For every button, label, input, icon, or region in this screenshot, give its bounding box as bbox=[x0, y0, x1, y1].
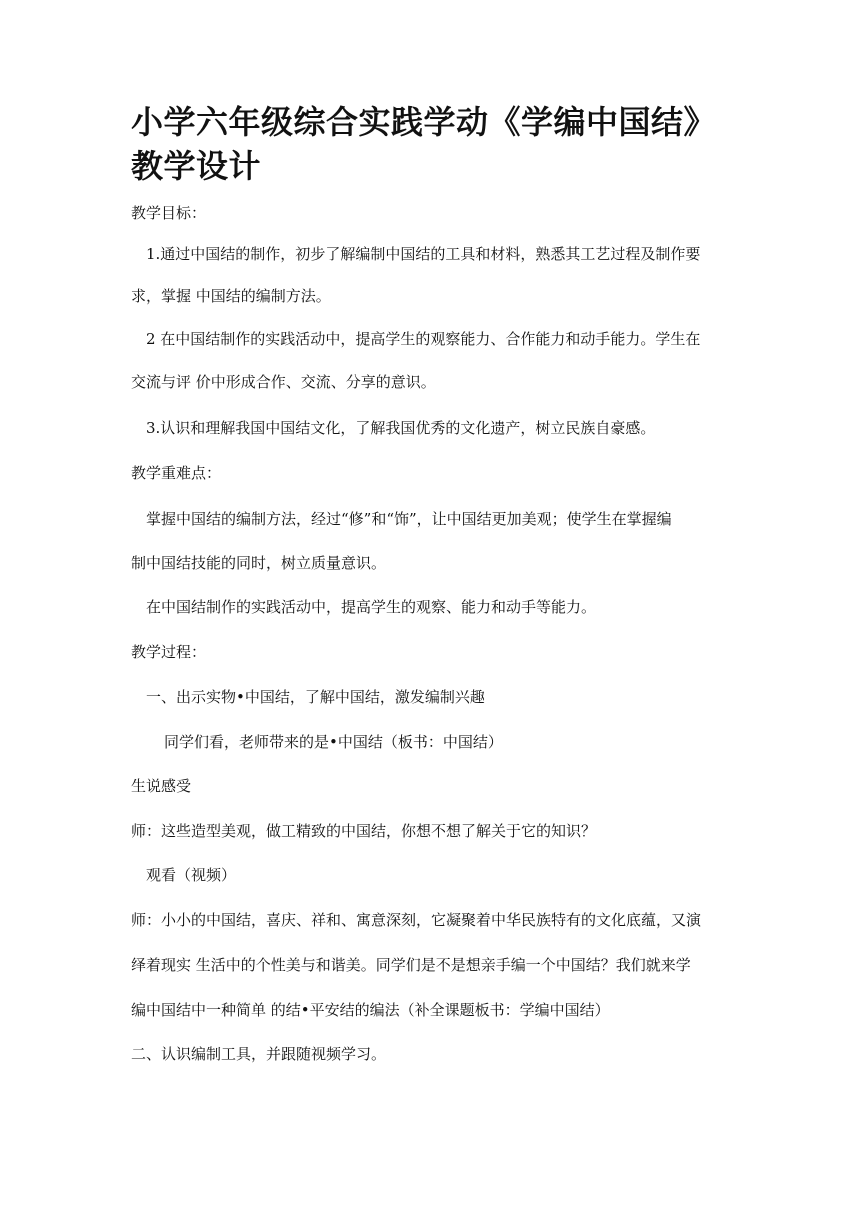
paragraph-line: 掌握中国结的编制方法，经过“修”和“饰”，让中国结更加美观；使学生在掌握编 bbox=[146, 510, 672, 528]
paragraph-line: 求，掌握 中国结的编制方法。 bbox=[131, 287, 331, 305]
paragraph-line: 绎着现实 生活中的个性美与和谐美。同学们是不是想亲手编一个中国结？我们就来学 bbox=[131, 956, 691, 974]
paragraph-line: 1.通过中国结的制作，初步了解编制中国结的工具和材料，熟悉其工艺过程及制作要 bbox=[146, 245, 701, 263]
paragraph-line: 在中国结制作的实践活动中，提高学生的观察、能力和动手等能力。 bbox=[146, 598, 597, 616]
paragraph-line: 同学们看，老师带来的是•中国结（板书：中国结） bbox=[164, 733, 503, 751]
section-heading-process: 教学过程： bbox=[131, 643, 207, 661]
paragraph-line: 生说感受 bbox=[131, 777, 192, 795]
section-heading-objectives: 教学目标： bbox=[131, 204, 207, 222]
section-heading-key-points: 教学重难点： bbox=[131, 464, 222, 482]
paragraph-line: 编中国结中一种简单 的结•平安结的编法（补全课题板书：学编中国结） bbox=[131, 1001, 610, 1019]
paragraph-line: 2 在中国结制作的实践活动中，提高学生的观察能力、合作能力和动手能力。学生在 bbox=[146, 330, 701, 348]
document-title: 小学六年级综合实践学动《学编中国结》教学设计 bbox=[131, 103, 717, 185]
subsection-heading: 一、出示实物•中国结，了解中国结，激发编制兴趣 bbox=[146, 688, 485, 706]
paragraph-line: 制中国结技能的同时，树立质量意识。 bbox=[131, 554, 387, 572]
subsection-heading: 二、认识编制工具，并跟随视频学习。 bbox=[131, 1045, 387, 1063]
paragraph-line: 师：这些造型美观，做工精致的中国结，你想不想了解关于它的知识？ bbox=[131, 822, 597, 840]
paragraph-line: 交流与评 价中形成合作、交流、分享的意识。 bbox=[131, 373, 436, 391]
paragraph-line: 3.认识和理解我国中国结文化，了解我国优秀的文化遗产，树立民族自豪感。 bbox=[146, 419, 656, 437]
paragraph-line: 观看（视频） bbox=[146, 866, 237, 884]
paragraph-line: 师：小小的中国结，喜庆、祥和、寓意深刻，它凝聚着中华民族特有的文化底蕴，又演 bbox=[131, 911, 702, 929]
